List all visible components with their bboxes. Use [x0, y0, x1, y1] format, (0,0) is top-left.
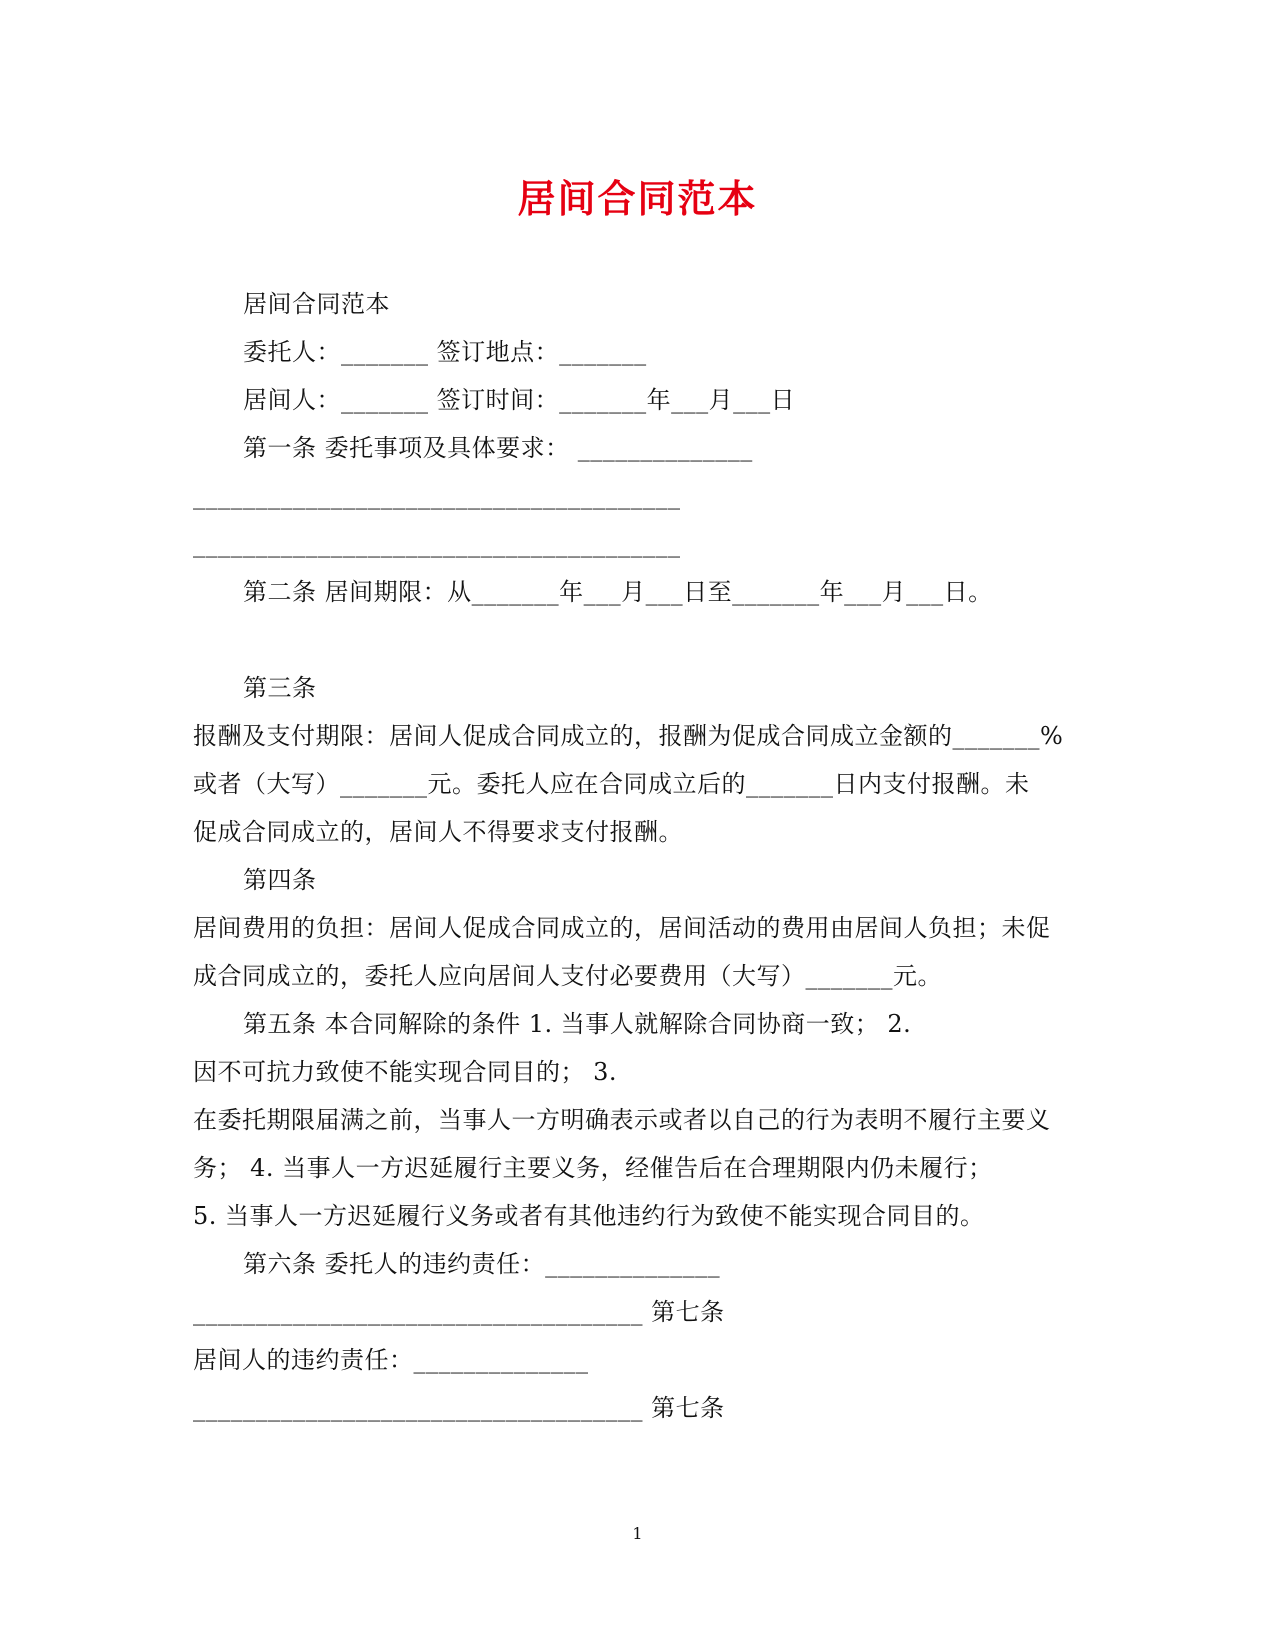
blank-line: _______________________________________ — [193, 530, 681, 558]
article-1-line: 第一条 委托事项及具体要求： ______________ — [243, 434, 753, 462]
article-5-text: 务； 4. 当事人一方迟延履行主要义务，经催告后在合理期限内仍未履行； — [193, 1154, 993, 1182]
blank-line: _______________________________________ — [193, 482, 681, 510]
page-number: 1 — [632, 1524, 643, 1543]
article-7-text: 居间人的违约责任：______________ — [193, 1346, 589, 1374]
article-5-text: 5. 当事人一方迟延履行义务或者有其他违约行为致使不能实现合同目的。 — [193, 1202, 985, 1230]
article-3-text: 促成合同成立的，居间人不得要求支付报酬。 — [193, 818, 683, 846]
client-and-place-line: 委托人：_______ 签订地点：_______ — [243, 338, 647, 366]
article-5-text: 在委托期限届满之前，当事人一方明确表示或者以自己的行为表明不履行主要义 — [193, 1106, 1051, 1134]
article-3-heading: 第三条 — [243, 674, 317, 702]
article-6-blank-line: ____________________________________ 第七条 — [193, 1298, 725, 1326]
broker-and-date-line: 居间人：_______ 签订时间：_______年___月___日 — [243, 386, 796, 414]
article-4-text: 居间费用的负担：居间人促成合同成立的，居间活动的费用由居间人负担；未促 — [193, 914, 1051, 942]
article-5-text: 因不可抗力致使不能实现合同目的； 3. — [193, 1058, 618, 1086]
article-4-heading: 第四条 — [243, 866, 317, 894]
article-7-blank-line: ____________________________________ 第七条 — [193, 1394, 725, 1422]
article-2-line: 第二条 居间期限：从_______年___月___日至_______年___月___日。 — [243, 578, 993, 606]
doc-heading: 居间合同范本 — [243, 290, 390, 318]
article-6-line: 第六条 委托人的违约责任：______________ — [243, 1250, 721, 1278]
article-3-text: 报酬及支付期限：居间人促成合同成立的，报酬为促成合同成立金额的_______% — [193, 722, 1064, 750]
document-title: 居间合同范本 — [517, 176, 758, 221]
article-3-text: 或者（大写）_______元。委托人应在合同成立后的_______日内支付报酬。未 — [193, 770, 1030, 798]
article-5-line: 第五条 本合同解除的条件 1. 当事人就解除合同协商一致； 2. — [243, 1010, 912, 1038]
article-4-text: 成合同成立的，委托人应向居间人支付必要费用（大写）_______元。 — [193, 962, 942, 990]
